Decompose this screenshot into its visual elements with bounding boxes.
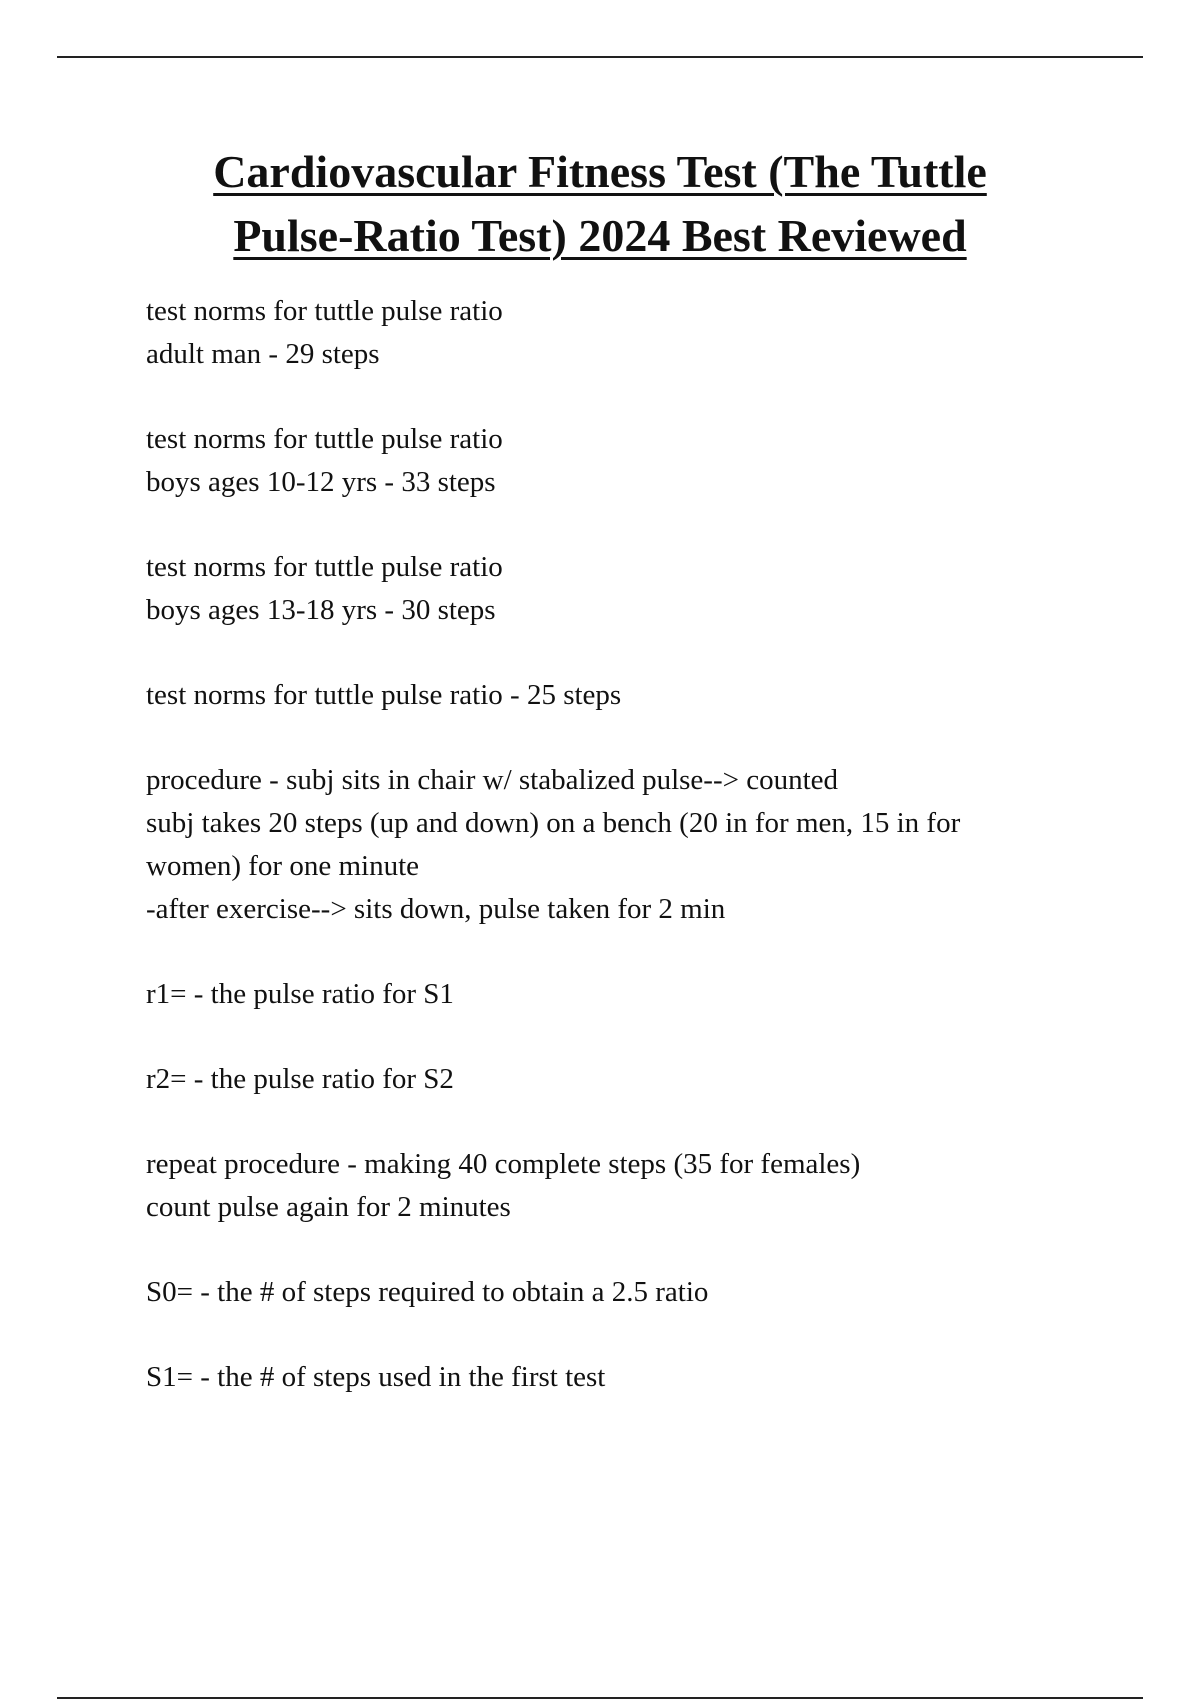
s1-definition <box>146 1356 1076 1399</box>
text-line: boys ages 10-12 yrs - 33 steps <box>146 466 496 498</box>
text-line: adult man - 29 steps <box>146 338 380 370</box>
text-line: S1= - the # of steps used in the first test <box>146 1361 606 1393</box>
text-line: boys ages 13-18 yrs - 30 steps <box>146 594 496 626</box>
bottom-rule <box>57 1697 1143 1699</box>
text-line: test norms for tuttle pulse ratio <box>146 295 503 327</box>
title-line: Cardiovascular Fitness Test (The Tuttle <box>213 146 987 197</box>
text-line: procedure - subj sits in chair w/ stabalized pulse--> counted <box>146 764 839 796</box>
r1-definition <box>146 973 1076 1016</box>
r2-definition <box>146 1058 1076 1101</box>
text-line: subj takes 20 steps (up and down) on a bench (20 in for men, 15 in for <box>146 807 961 839</box>
repeat-procedure-block <box>146 1143 1076 1229</box>
text-line: r2= - the pulse ratio for S2 <box>146 1063 454 1095</box>
norm-block-boys-10-12 <box>146 418 1076 504</box>
norm-block-25-steps <box>146 674 1076 717</box>
norm-block-adult-man <box>146 290 1076 376</box>
title-line: Pulse-Ratio Test) 2024 Best Reviewed <box>233 210 967 261</box>
document-body <box>146 290 1076 1441</box>
norm-block-boys-13-18 <box>146 546 1076 632</box>
text-line: repeat procedure - making 40 complete steps (35 for females) <box>146 1148 861 1180</box>
text-line: test norms for tuttle pulse ratio <box>146 551 503 583</box>
page-title <box>100 140 1100 268</box>
text-line: -after exercise--> sits down, pulse taken for 2 min <box>146 893 726 925</box>
text-line: women) for one minute <box>146 850 420 882</box>
text-line: S0= - the # of steps required to obtain a 2.5 ratio <box>146 1276 709 1308</box>
text-line: count pulse again for 2 minutes <box>146 1191 511 1223</box>
text-line: test norms for tuttle pulse ratio <box>146 423 503 455</box>
text-line: r1= - the pulse ratio for S1 <box>146 978 454 1010</box>
top-rule <box>57 56 1143 58</box>
procedure-block <box>146 759 1076 931</box>
text-line: test norms for tuttle pulse ratio - 25 steps <box>146 679 622 711</box>
s0-definition <box>146 1271 1076 1314</box>
